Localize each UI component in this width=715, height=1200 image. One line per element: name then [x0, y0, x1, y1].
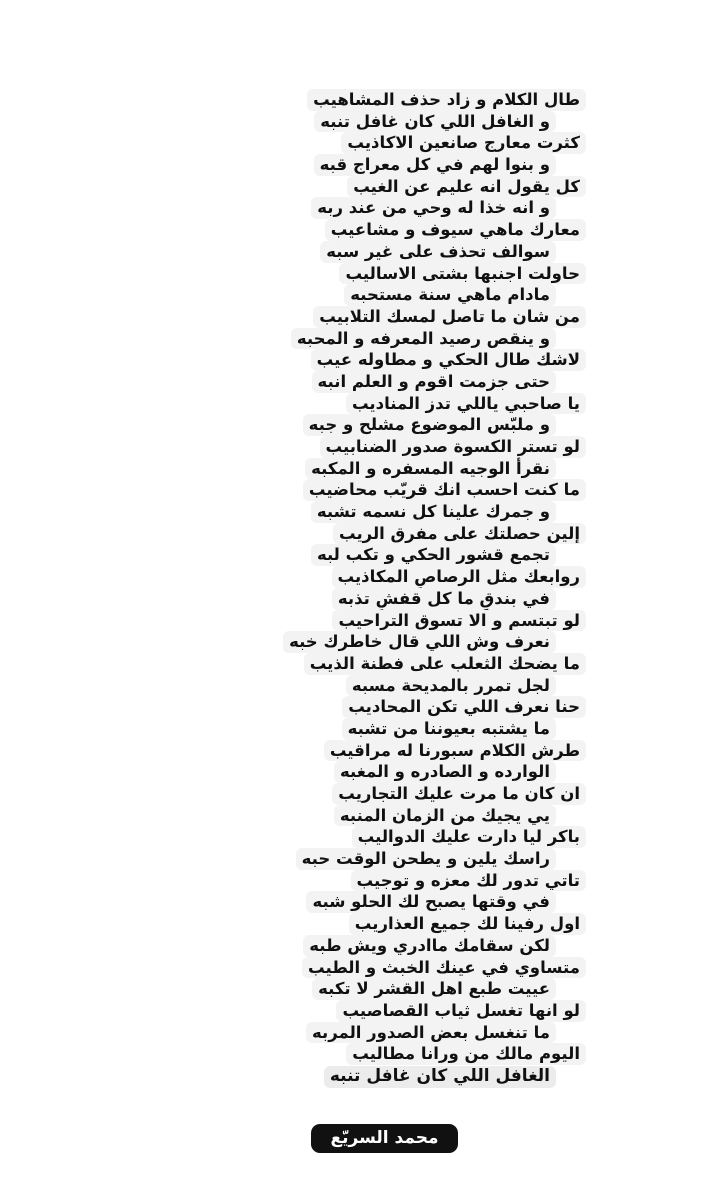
- poem-line-text: و بنوا لهم في كل معراج قبه: [314, 154, 556, 176]
- poem-line-text: نقرأ الوجيه المسفره و المكبه: [305, 458, 556, 480]
- poem-line-text: الوارده و الصادره و المغبه: [334, 761, 556, 783]
- poem-line: [150, 349, 590, 371]
- poem-line-text: لو تستر الكسوة صدور الضنابيب: [320, 436, 587, 458]
- poem-line-text: لجل تمرر بالمديحة مسبه: [346, 675, 556, 697]
- poem-line-text: يا صاحبي ياللي تدز المناديب: [346, 393, 586, 415]
- poem-line-text: تاتي تدور لك معزه و توجيب: [351, 870, 586, 892]
- poem-line: [150, 501, 590, 523]
- poem-line: [150, 306, 590, 328]
- poem-line-text: كثرت معارج صانعين الاكاذيب: [341, 132, 586, 154]
- poem-line-text: معارك ماهي سيوف و مشاعيب: [325, 219, 586, 241]
- poem-line-text: الغافل اللي كان غافل تنبه: [324, 1066, 556, 1088]
- poem-line: [150, 263, 590, 285]
- poem-line-text: إلين حصلتك على مفرق الريب: [333, 523, 586, 545]
- poem-line-text: و الغافل اللي كان غافل تنبه: [314, 111, 556, 133]
- poem-line-text: و جمرك علينا كل نسمه تشبه: [311, 501, 556, 523]
- poem-line: [150, 783, 590, 805]
- poem-line: [150, 610, 590, 632]
- poem-line-text: يي يجيك من الزمان المنبه: [334, 805, 556, 827]
- poem-line: [150, 891, 590, 913]
- poem-line: [150, 1065, 590, 1087]
- poem-line: [150, 740, 590, 762]
- poem-line-text: ما يضحك الثعلب على فطنة الذيب: [304, 653, 586, 675]
- poem-line: [150, 653, 590, 675]
- poem-line-text: سوالف تحذف على غير سبه: [320, 241, 556, 263]
- poem-line: [150, 414, 590, 436]
- poem-line: [150, 805, 590, 827]
- poem-line: [150, 718, 590, 740]
- poem-line: [150, 241, 590, 263]
- poem-line: [150, 978, 590, 1000]
- poem-line-text: لو انها تغسل ثياب القصاصيب: [336, 1000, 586, 1022]
- poem-line: [150, 154, 590, 176]
- poem-line: [150, 544, 590, 566]
- poem-line-text: لو تبتسم و الا تسوق التراحيب: [332, 610, 586, 632]
- poem-line: [150, 328, 590, 350]
- poem-line: [150, 1043, 590, 1065]
- poem-line-text: باكر ليا دارت عليك الدواليب: [352, 826, 586, 848]
- poem-line-text: طال الكلام و زاد حذف المشاهيب: [307, 89, 586, 111]
- poem-line-text: تجمع قشور الحكي و تكب لبه: [311, 544, 556, 566]
- poem-line-text: ما كنت احسب انك قريّب محاضيب: [303, 479, 586, 501]
- poem-line-text: في بندقٍ ما كل قفشٍ تذبه: [332, 588, 556, 610]
- poem-line: [150, 197, 590, 219]
- poem-line-text: روابعك مثل الرصاصٍ المكاذيب: [332, 566, 586, 588]
- poem-line-text: من شان ما تاصل لمسك التلابيب: [313, 306, 586, 328]
- poem-line: [150, 935, 590, 957]
- poem-line-text: لكن سقامك ماادري ويش طبه: [303, 935, 556, 957]
- poem-line-text: نعرف وش اللي قال خاطرك خبه: [283, 631, 556, 653]
- poem-line-text: ما يشتبه بعيوننا من تشبه: [342, 718, 556, 740]
- poem-line: [150, 1000, 590, 1022]
- poem-line-text: حاولت اجنبها بشتى الاساليب: [339, 263, 586, 285]
- poem-line-text: اليوم مالك من ورانا مطاليب: [346, 1043, 586, 1065]
- poem-text: [150, 89, 590, 1087]
- poem-line: [150, 523, 590, 545]
- poem-line: [150, 393, 590, 415]
- poem-line: [150, 219, 590, 241]
- poem-line-text: حتى جزمت اقوم و العلم انبه: [312, 371, 556, 393]
- poem-line: [150, 371, 590, 393]
- poem-line-text: في وقتها يصبح لك الحلو شبه: [306, 891, 556, 913]
- poem-line: [150, 1022, 590, 1044]
- poem-line: [150, 675, 590, 697]
- poem-line: [150, 826, 590, 848]
- poem-line-text: مادام ماهي سنة مستحبه: [344, 284, 556, 306]
- poem-line: [150, 176, 590, 198]
- poem-line: [150, 761, 590, 783]
- poem-line-text: لاشك طال الحكي و مطاوله عيب: [311, 349, 586, 371]
- poem-line: [150, 913, 590, 935]
- poem-line-text: حنا نعرف اللي تكن المحاديب: [342, 696, 586, 718]
- poem-line-text: عييت طبع اهل القشر لا تكبه: [312, 978, 556, 1000]
- poem-line-text: كل يقول انه عليمٍ عن الغيب: [347, 176, 586, 198]
- poem-line: [150, 588, 590, 610]
- poem-line: [150, 89, 590, 111]
- poem-line: [150, 111, 590, 133]
- poem-line: [150, 631, 590, 653]
- poem-line-text: و ملبّس الموضوع مشلح و جبه: [303, 414, 556, 436]
- poem-line-text: و ينقص رصيد المعرفه و المحبه: [291, 328, 556, 350]
- poem-line: [150, 458, 590, 480]
- poem-line: [150, 957, 590, 979]
- poem-line: [150, 696, 590, 718]
- poem-line-text: طرش الكلام سبورنا له مراقيب: [324, 740, 586, 762]
- poem-line: [150, 479, 590, 501]
- poem-line-text: ما تنغسل بعض الصدور المربه: [306, 1022, 556, 1044]
- poem-line-text: متساوي في عينك الخبث و الطيب: [302, 957, 586, 979]
- poem-line-text: راسك يلين و يطحن الوقت حبه: [296, 848, 556, 870]
- poem-line-text: و انه خذا له وحي من عند ربه: [311, 197, 556, 219]
- poem-line: [150, 132, 590, 154]
- poem-line: [150, 870, 590, 892]
- poem-line: [150, 436, 590, 458]
- poem-line: [150, 848, 590, 870]
- poem-line: [150, 566, 590, 588]
- author-signature-badge: محمد السريّع: [311, 1124, 458, 1153]
- poem-line-text: ان كان ما مرت عليك التجاريب: [332, 783, 586, 805]
- poem-line: [150, 284, 590, 306]
- poem-line-text: اول رفينا لك جميع العذاريب: [349, 913, 586, 935]
